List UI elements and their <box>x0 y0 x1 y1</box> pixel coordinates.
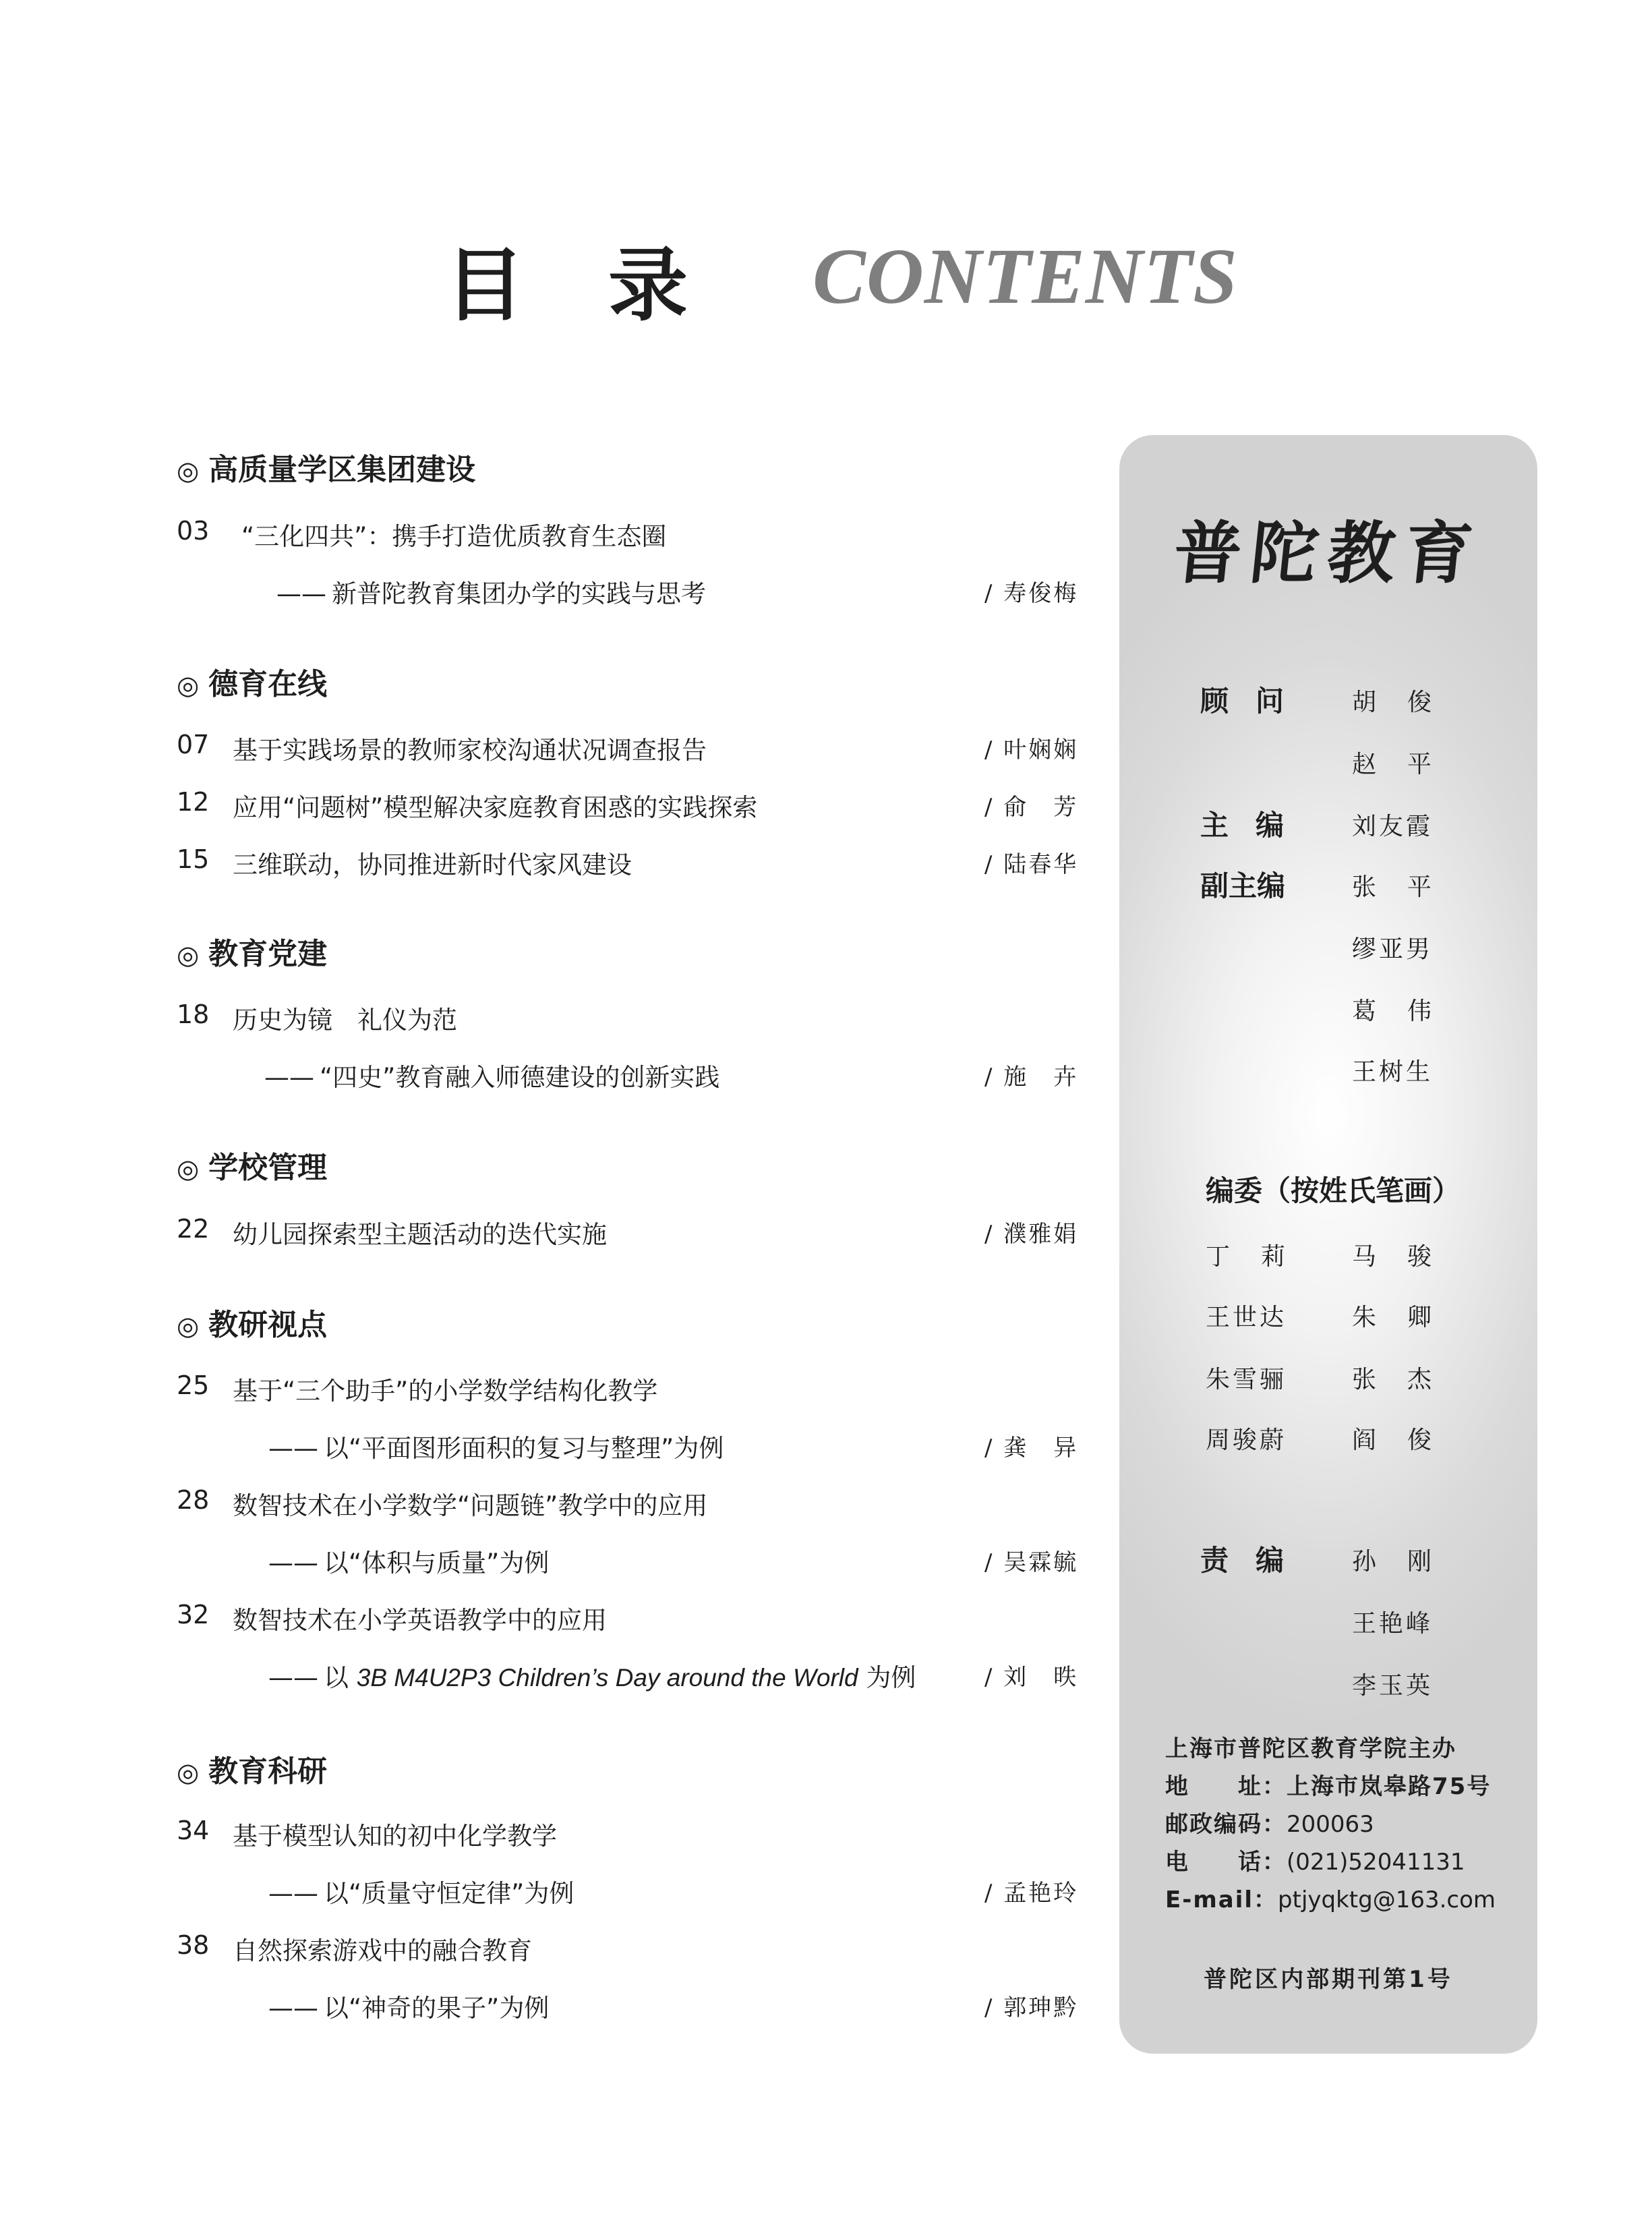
article-subtitle: —— 以“质量守恒定律”为例 <box>268 1879 574 1908</box>
postcode-line: 邮政编码：200063 <box>1165 1811 1374 1838</box>
article-subtitle: —— 以 3B M4U2P3 Children’s Day around the World 为例 <box>268 1663 916 1692</box>
section-heading <box>177 445 475 488</box>
committee-member: 丁莉 <box>1206 1243 1317 1271</box>
article-author: / 吴霖毓 <box>984 1549 1079 1576</box>
section-label: 教育科研 <box>208 1754 328 1789</box>
advisor-name: 胡俊 <box>1352 689 1463 716</box>
journal-logo: 普陀教育 <box>1169 513 1486 593</box>
article-subtitle: —— 新普陀教育集团办学的实践与思考 <box>276 579 706 608</box>
committee-member: 阎俊 <box>1352 1426 1463 1454</box>
article-subtitle: —— 以“体积与质量”为例 <box>268 1549 550 1578</box>
article-title[interactable]: 自然探索游戏中的融合教育 <box>233 1936 532 1965</box>
article-author: / 龚 异 <box>984 1435 1079 1462</box>
committee-title: 编委（按姓氏笔画） <box>1206 1174 1461 1207</box>
section-heading <box>177 1747 327 1790</box>
section-marker-icon: ◎ <box>177 670 200 700</box>
page-number: 28 <box>177 1485 210 1515</box>
article-author: / 濮雅娟 <box>984 1221 1079 1248</box>
section-label: 德育在线 <box>208 667 328 701</box>
article-title[interactable]: 基于实践场景的教师家校沟通状况调查报告 <box>233 736 707 765</box>
phone-line: 电 话：(021)52041131 <box>1165 1849 1465 1876</box>
masthead-panel <box>1119 435 1537 2054</box>
section-marker-icon: ◎ <box>177 456 200 486</box>
article-author: / 郭珅黔 <box>984 1994 1079 2021</box>
page-number: 32 <box>177 1600 210 1629</box>
section-label: 教研视点 <box>208 1308 328 1342</box>
article-author: / 陆春华 <box>984 851 1079 878</box>
article-author: / 叶娴娴 <box>984 736 1079 763</box>
title-english: CONTENTS <box>813 232 1238 320</box>
title-char-1: 目 <box>445 239 525 332</box>
deputy-name: 葛伟 <box>1352 998 1463 1025</box>
section-heading <box>177 660 327 703</box>
article-title[interactable]: 数智技术在小学数学“问题链”教学中的应用 <box>233 1491 708 1520</box>
page-number: 03 <box>177 516 210 546</box>
page-number: 22 <box>177 1214 210 1244</box>
section-marker-icon: ◎ <box>177 1311 200 1341</box>
article-title[interactable]: 幼儿园探索型主题活动的迭代实施 <box>233 1220 607 1249</box>
section-label: 教育党建 <box>208 937 328 971</box>
responsible-editor-name: 孙刚 <box>1352 1548 1463 1576</box>
article-title[interactable]: 基于“三个助手”的小学数学结构化教学 <box>233 1377 658 1406</box>
section-label: 学校管理 <box>208 1151 328 1185</box>
responsible-editor-name: 李玉英 <box>1352 1672 1434 1700</box>
sponsor-line: 上海市普陀区教育学院主办 <box>1165 1735 1456 1762</box>
advisor-role: 顾问 <box>1200 685 1311 718</box>
article-author: / 施 卉 <box>984 1064 1079 1091</box>
article-title[interactable]: 应用“问题树”模型解决家庭教育困惑的实践探索 <box>233 793 758 822</box>
committee-member: 朱卿 <box>1352 1304 1463 1331</box>
committee-member: 王世达 <box>1206 1304 1287 1331</box>
article-subtitle: —— 以“平面图形面积的复习与整理”为例 <box>268 1434 724 1463</box>
page-number: 12 <box>177 787 210 817</box>
section-marker-icon: ◎ <box>177 940 200 970</box>
article-subtitle: —— 以“神奇的果子”为例 <box>268 1994 550 2023</box>
page-number: 38 <box>177 1930 210 1960</box>
publication-note: 普陀区内部期刊第1号 <box>1204 1966 1453 1993</box>
deputy-role: 副主编 <box>1200 869 1286 902</box>
article-author: / 寿俊梅 <box>984 580 1079 607</box>
committee-member: 张杰 <box>1352 1366 1463 1393</box>
committee-member: 马骏 <box>1352 1243 1463 1271</box>
page-number: 34 <box>177 1816 210 1845</box>
article-author: / 俞 芳 <box>984 794 1079 821</box>
article-title[interactable]: 数智技术在小学英语教学中的应用 <box>233 1606 607 1635</box>
responsible-editor-role: 责编 <box>1200 1544 1311 1577</box>
email-link[interactable]: ptjyqktg@163.com <box>1278 1886 1496 1913</box>
section-marker-icon: ◎ <box>177 1154 200 1184</box>
article-title[interactable]: “三化四共”：携手打造优质教育生态圈 <box>241 522 667 551</box>
article-title[interactable]: 三维联动，协同推进新时代家风建设 <box>233 850 632 879</box>
deputy-name: 张平 <box>1352 873 1463 901</box>
section-heading <box>177 1143 327 1186</box>
section-heading <box>177 929 327 973</box>
section-heading <box>177 1300 327 1343</box>
page-number: 07 <box>177 730 210 759</box>
address-line: 地 址：上海市岚皋路75号 <box>1165 1773 1492 1800</box>
editor-role: 主编 <box>1200 809 1311 842</box>
article-author: / 刘 昳 <box>984 1664 1079 1691</box>
article-subtitle: —— “四史”教育融入师德建设的创新实践 <box>264 1063 720 1092</box>
article-title[interactable]: 基于模型认知的初中化学教学 <box>233 1822 557 1851</box>
title-char-2: 录 <box>608 239 688 332</box>
article-title[interactable]: 历史为镜 礼仪为范 <box>233 1006 457 1035</box>
section-marker-icon: ◎ <box>177 1758 200 1787</box>
responsible-editor-name: 王艳峰 <box>1352 1610 1434 1638</box>
page-number: 18 <box>177 1000 210 1029</box>
editor-name: 刘友霞 <box>1352 813 1434 840</box>
article-author: / 孟艳玲 <box>984 1880 1079 1907</box>
section-label: 高质量学区集团建设 <box>208 453 476 487</box>
deputy-name: 王树生 <box>1352 1058 1434 1086</box>
email-line: E-mail：ptjyqktg@163.com <box>1165 1886 1496 1913</box>
page-number: 15 <box>177 844 210 874</box>
committee-member: 周骏蔚 <box>1206 1426 1287 1454</box>
page-number: 25 <box>177 1370 210 1400</box>
deputy-name: 缪亚男 <box>1352 935 1434 963</box>
advisor-name: 赵平 <box>1352 751 1463 778</box>
committee-member: 朱雪骊 <box>1206 1366 1287 1393</box>
